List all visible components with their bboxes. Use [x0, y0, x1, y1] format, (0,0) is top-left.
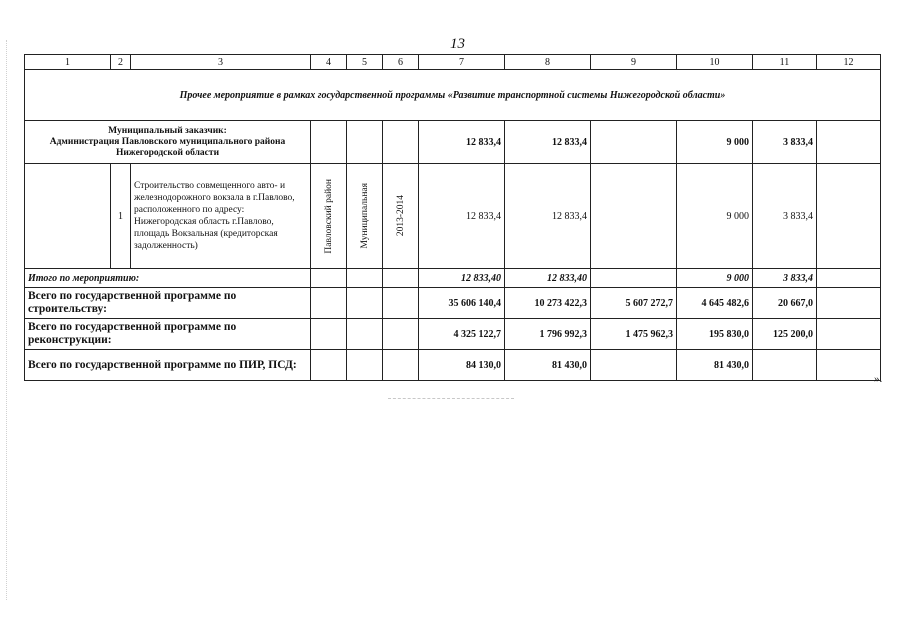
- total-row: [25, 319, 881, 350]
- total-col10: 195 830,0: [677, 319, 753, 350]
- customer-col8: 12 833,4: [505, 121, 591, 164]
- itog-col9: [591, 269, 677, 288]
- item-period-cell: [383, 164, 419, 269]
- total-col10: 4 645 482,6: [677, 288, 753, 319]
- scan-edge-line: [6, 40, 7, 600]
- item-ownership-cell: [347, 164, 383, 269]
- cell-empty: [383, 269, 419, 288]
- col-header: 1: [25, 55, 111, 70]
- col-header: 7: [419, 55, 505, 70]
- total-label: Всего по государственной программе по ПИР, ПСД:: [25, 350, 311, 381]
- item-period: 2013-2014: [395, 195, 406, 237]
- section-title-row: [25, 70, 881, 121]
- cell-empty: [311, 121, 347, 164]
- col-header: 12: [817, 55, 881, 70]
- cell-empty: [383, 121, 419, 164]
- total-col12: [817, 319, 881, 350]
- budget-table: [24, 54, 881, 381]
- col-header: 5: [347, 55, 383, 70]
- total-col9: 1 475 962,3: [591, 319, 677, 350]
- customer-col12: [817, 121, 881, 164]
- column-number-row: [25, 55, 881, 70]
- item-index: 1: [111, 164, 131, 269]
- total-col11: [753, 350, 817, 381]
- item-col10: 9 000: [677, 164, 753, 269]
- customer-name: Муниципальный заказчик: Администрация Павловского муниципального района Нижегородской области: [25, 121, 311, 164]
- total-col7: 35 606 140,4: [419, 288, 505, 319]
- total-col8: 1 796 992,3: [505, 319, 591, 350]
- cell-empty: [311, 319, 347, 350]
- cell-empty: [311, 350, 347, 381]
- cell-empty: [311, 288, 347, 319]
- customer-col9: [591, 121, 677, 164]
- customer-row: [25, 121, 881, 164]
- itog-col8: 12 833,40: [505, 269, 591, 288]
- total-col7: 84 130,0: [419, 350, 505, 381]
- total-col9: [591, 350, 677, 381]
- col-header: 4: [311, 55, 347, 70]
- total-label: Всего по государственной программе по реконструкции:: [25, 319, 311, 350]
- total-col7: 4 325 122,7: [419, 319, 505, 350]
- faint-scan-line: [388, 398, 514, 399]
- col-header: 6: [383, 55, 419, 70]
- cell-empty: [347, 350, 383, 381]
- col-header: 3: [131, 55, 311, 70]
- col-header: 10: [677, 55, 753, 70]
- item-col12: [817, 164, 881, 269]
- total-row: [25, 350, 881, 381]
- itog-col10: 9 000: [677, 269, 753, 288]
- item-district: Павловский район: [323, 178, 334, 254]
- customer-col7: 12 833,4: [419, 121, 505, 164]
- col-header: 9: [591, 55, 677, 70]
- itog-row: [25, 269, 881, 288]
- customer-col10: 9 000: [677, 121, 753, 164]
- itog-col7: 12 833,40: [419, 269, 505, 288]
- cell-empty: [25, 164, 111, 269]
- cell-empty: [347, 121, 383, 164]
- total-col12: [817, 350, 881, 381]
- item-ownership: Муниципальная: [359, 183, 370, 249]
- item-col7: 12 833,4: [419, 164, 505, 269]
- total-col12: [817, 288, 881, 319]
- cell-empty: [311, 269, 347, 288]
- item-description: Строительство совмещенного авто- и железнодорожного вокзала в г.Павлово, расположенного по адресу: Нижегородская область г.Павлово, площадь Вокзальная (кредиторская задолженность): [131, 164, 311, 269]
- page-number: 13: [450, 36, 465, 52]
- total-col8: 81 430,0: [505, 350, 591, 381]
- item-col11: 3 833,4: [753, 164, 817, 269]
- cell-empty: [347, 269, 383, 288]
- cell-empty: [347, 288, 383, 319]
- customer-col11: 3 833,4: [753, 121, 817, 164]
- item-row: [25, 164, 881, 269]
- cell-empty: [347, 319, 383, 350]
- itog-label: Итого по мероприятию:: [25, 269, 311, 288]
- cell-empty: [383, 288, 419, 319]
- item-district-cell: [311, 164, 347, 269]
- closing-quote-mark: ».: [874, 373, 883, 385]
- itog-col11: 3 833,4: [753, 269, 817, 288]
- col-header: 2: [111, 55, 131, 70]
- cell-empty: [383, 319, 419, 350]
- total-col10: 81 430,0: [677, 350, 753, 381]
- total-col8: 10 273 422,3: [505, 288, 591, 319]
- section-title: Прочее мероприятие в рамках государственной программы «Развитие транспортной системы Нижегородской области»: [25, 70, 881, 121]
- itog-col12: [817, 269, 881, 288]
- total-row: [25, 288, 881, 319]
- total-col11: 20 667,0: [753, 288, 817, 319]
- total-col9: 5 607 272,7: [591, 288, 677, 319]
- cell-empty: [383, 350, 419, 381]
- total-col11: 125 200,0: [753, 319, 817, 350]
- col-header: 8: [505, 55, 591, 70]
- item-col8: 12 833,4: [505, 164, 591, 269]
- col-header: 11: [753, 55, 817, 70]
- total-label: Всего по государственной программе по строительству:: [25, 288, 311, 319]
- item-col9: [591, 164, 677, 269]
